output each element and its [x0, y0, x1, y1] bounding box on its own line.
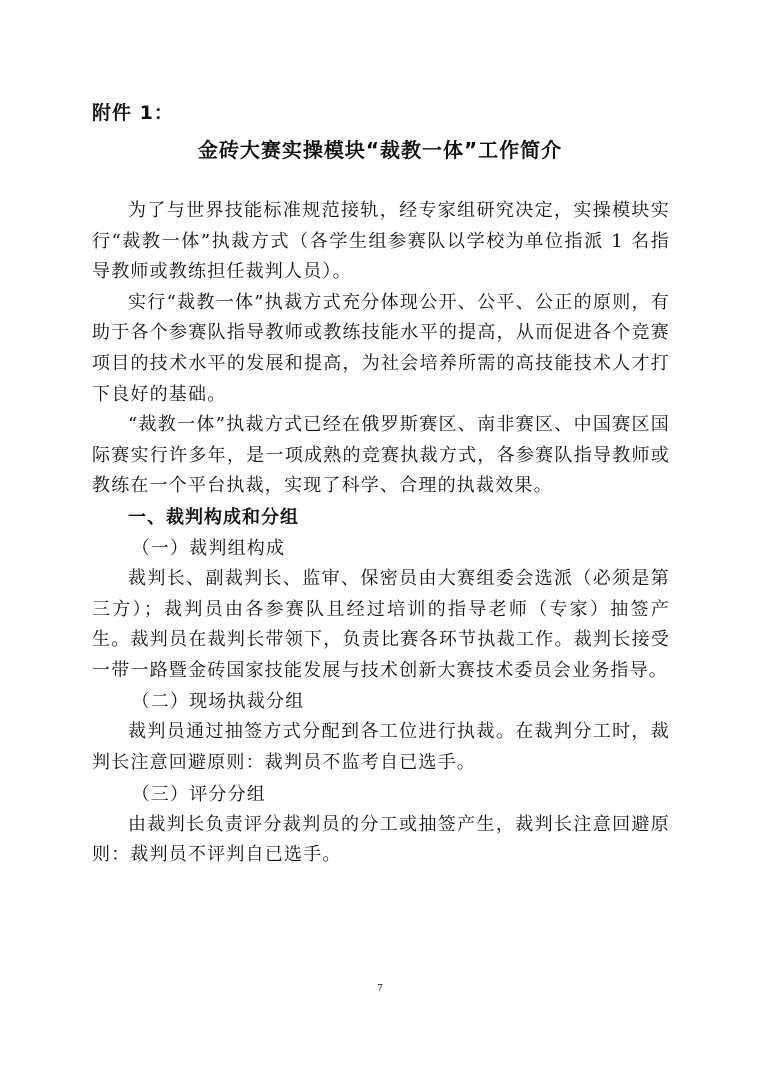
- section-heading-referee-composition: 一、裁判构成和分组: [128, 506, 299, 528]
- subsection-text-onsite-grouping: 裁判员通过抽签方式分配到各工位进行执裁。在裁判分工时，裁判长注意回避原则：裁判员不监考自已选手。: [92, 721, 670, 773]
- subsection-heading-referee-group: （一）裁判组构成: [131, 537, 286, 559]
- subsection-text-referee-group: 裁判长、副裁判长、监审、保密员由大赛组委会选派（必须是第三方）；裁判员由各参赛队且经过培训的指导老师（专家）抽签产生。裁判员在裁判长带领下，负责比赛各环节执裁工作。裁判长接受一带一路暨金砖国家技能发展与技术创新大赛技术委员会业务指导。: [92, 567, 670, 681]
- subsection-heading-scoring-grouping: （三）评分分组: [131, 783, 266, 805]
- document-body: [92, 196, 670, 871]
- intro-paragraph-1: 为了与世界技能标准规范接轨，经专家组研究决定，实操模块实行“裁教一体”执裁方式（各学生组参赛队以学校为单位指派 1 名指导教师或教练担任裁判人员）。: [92, 200, 670, 283]
- page-number: 7: [377, 982, 383, 994]
- attachment-label: 附件 1：: [92, 102, 174, 124]
- document-title: 金砖大赛实操模块“裁教一体”工作简介: [197, 138, 563, 162]
- intro-paragraph-2: 实行“裁教一体”执裁方式充分体现公开、公平、公正的原则，有助于各个参赛队指导教师或教练技能水平的提高，从而促进各个竞赛项目的技术水平的发展和提高，为社会培养所需的高技能技术人才打下良好的基础。: [92, 291, 670, 405]
- subsection-heading-onsite-grouping: （二）现场执裁分组: [131, 691, 305, 713]
- subsection-text-scoring-grouping: 由裁判长负责评分裁判员的分工或抽签产生，裁判长注意回避原则：裁判员不评判自已选手。: [92, 813, 670, 866]
- intro-paragraph-3: “裁教一体”执裁方式已经在俄罗斯赛区、南非赛区、中国赛区国际赛实行许多年，是一项成熟的竞赛执裁方式，各参赛队指导教师或教练在一个平台执裁，实现了科学、合理的执裁效果。: [92, 414, 670, 497]
